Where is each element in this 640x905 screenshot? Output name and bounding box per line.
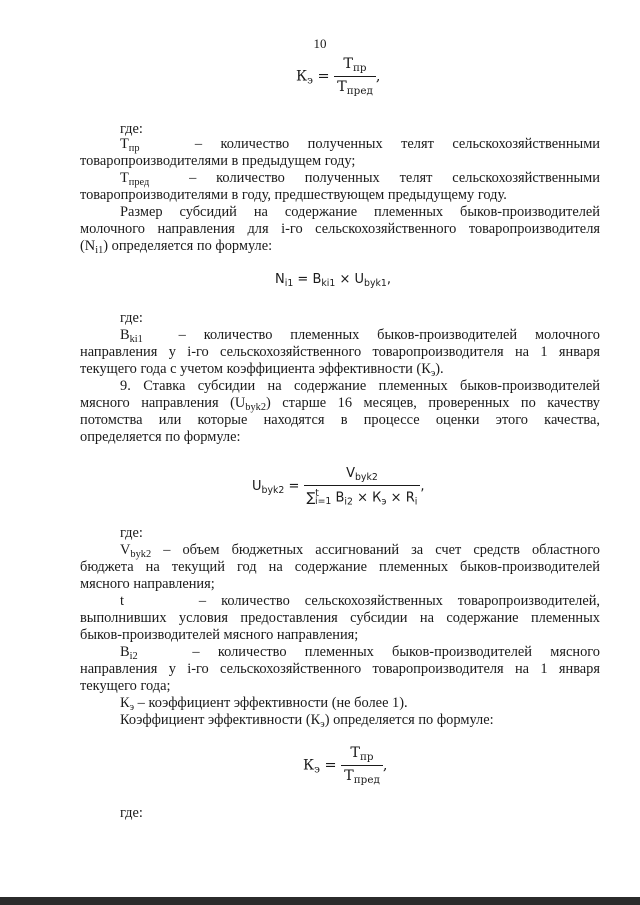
formula-ke-bottom: $К_э$ = $\frac{Т_{пр}}{Т_{пред}}$ ,	[303, 745, 388, 786]
paragraph-size-line3: $(N_{i1})$ определяется по формуле:	[80, 238, 273, 256]
definition-bi2-line3: текущего года;	[80, 678, 171, 694]
formula-ubyk2: $U_{byk2}$ = $\frac{V_{byk2}}{\sum^t_{i=1} B_{i2} \times К_э \times R_i}$ ,	[252, 466, 425, 508]
paragraph-9-line4: определяется по формуле:	[80, 429, 241, 445]
definition-vbyk2-line1: $V_{byk2}$ – объем бюджетных ассигнований за счет средств областного	[120, 542, 600, 560]
definition-vbyk2-line2: бюджета на текущий год на содержание племенных быков-производителей	[80, 559, 600, 575]
formula-ke-top: $К_э$ = $\frac{Т_{пр}}{Т_{пред}}$ ,	[296, 56, 381, 97]
definition-vbyk2-line3: мясного направления;	[80, 576, 215, 592]
definition-t-line3: быков-производителей мясного направления;	[80, 627, 359, 643]
where-label-4: где:	[120, 805, 143, 821]
where-label-2: где:	[120, 310, 143, 326]
formula-ni1: $N_{i1} = B_{ki1} \times U_{byk1}$,	[275, 272, 392, 289]
definition-bki-line3: текущего года с учетом коэффициента эффективности $(К_э)$.	[80, 361, 444, 379]
definition-bki-line2: направления у i-го сельскохозяйственного товаропроизводителя на 1 января	[80, 344, 600, 360]
definition-tpr-line2: товаропроизводителями в предыдущем году;	[80, 153, 356, 169]
definition-tpr-line1: $Т_{пр}$ – количество полученных телят сельскохозяйственными	[120, 136, 600, 154]
page-number: 10	[313, 36, 327, 51]
paragraph-size-line1: Размер субсидий на содержание племенных быков-производителей	[120, 204, 600, 220]
fraction: $\frac{V_{byk2}}{\sum^t_{i=1} B_{i2} \times К_э \times R_i}$	[304, 466, 421, 507]
definition-tpred-line1: $Т_{пред}$ – количество полученных телят сельскохозяйственными	[120, 170, 600, 188]
paragraph-ke: Коэффициент эффективности $(К_э)$ определяется по формуле:	[120, 712, 494, 730]
definition-bi2-line2: направления у i-го сельскохозяйственного товаропроизводителя на 1 января	[80, 661, 600, 677]
paragraph-9-line3: потомства или которые находятся в процессе оценки этого качества,	[80, 412, 600, 428]
paragraph-9-line1: 9. Ставка субсидии на содержание племенных быков-производителей	[120, 378, 600, 394]
scan-edge-bar	[0, 897, 640, 905]
definition-bki-line1: $В_{ki1}$ – количество племенных быков-производителей молочного	[120, 327, 601, 345]
definition-bi2-line1: $B_{i2}$ – количество племенных быков-производителей мясного	[120, 644, 600, 662]
paragraph-size-line2: молочного направления для i-го сельскохозяйственного товаропроизводителя	[80, 221, 600, 237]
definition-t-line2: выполнивших условия предоставления субсидии на содержание племенных	[80, 610, 600, 626]
definition-ke: $К_э$ – коэффициент эффективности (не более 1).	[120, 695, 408, 713]
fraction: $\frac{Т_{пр}}{Т_{пред}}$	[341, 745, 383, 786]
where-label-1: где:	[120, 121, 143, 137]
paragraph-9-line2: мясного направления $(U_{byk2})$ старше 16 месяцев, проверенных по качеству	[80, 395, 600, 413]
fraction: $\frac{Т_{пр}}{Т_{пред}}$	[334, 56, 376, 97]
where-label-3: где:	[120, 525, 143, 541]
definition-tpred-line2: товаропроизводителями в году, предшествующем предыдущему году.	[80, 187, 507, 203]
definition-t-line1: t – количество сельскохозяйственных товаропроизводителей,	[120, 593, 601, 609]
